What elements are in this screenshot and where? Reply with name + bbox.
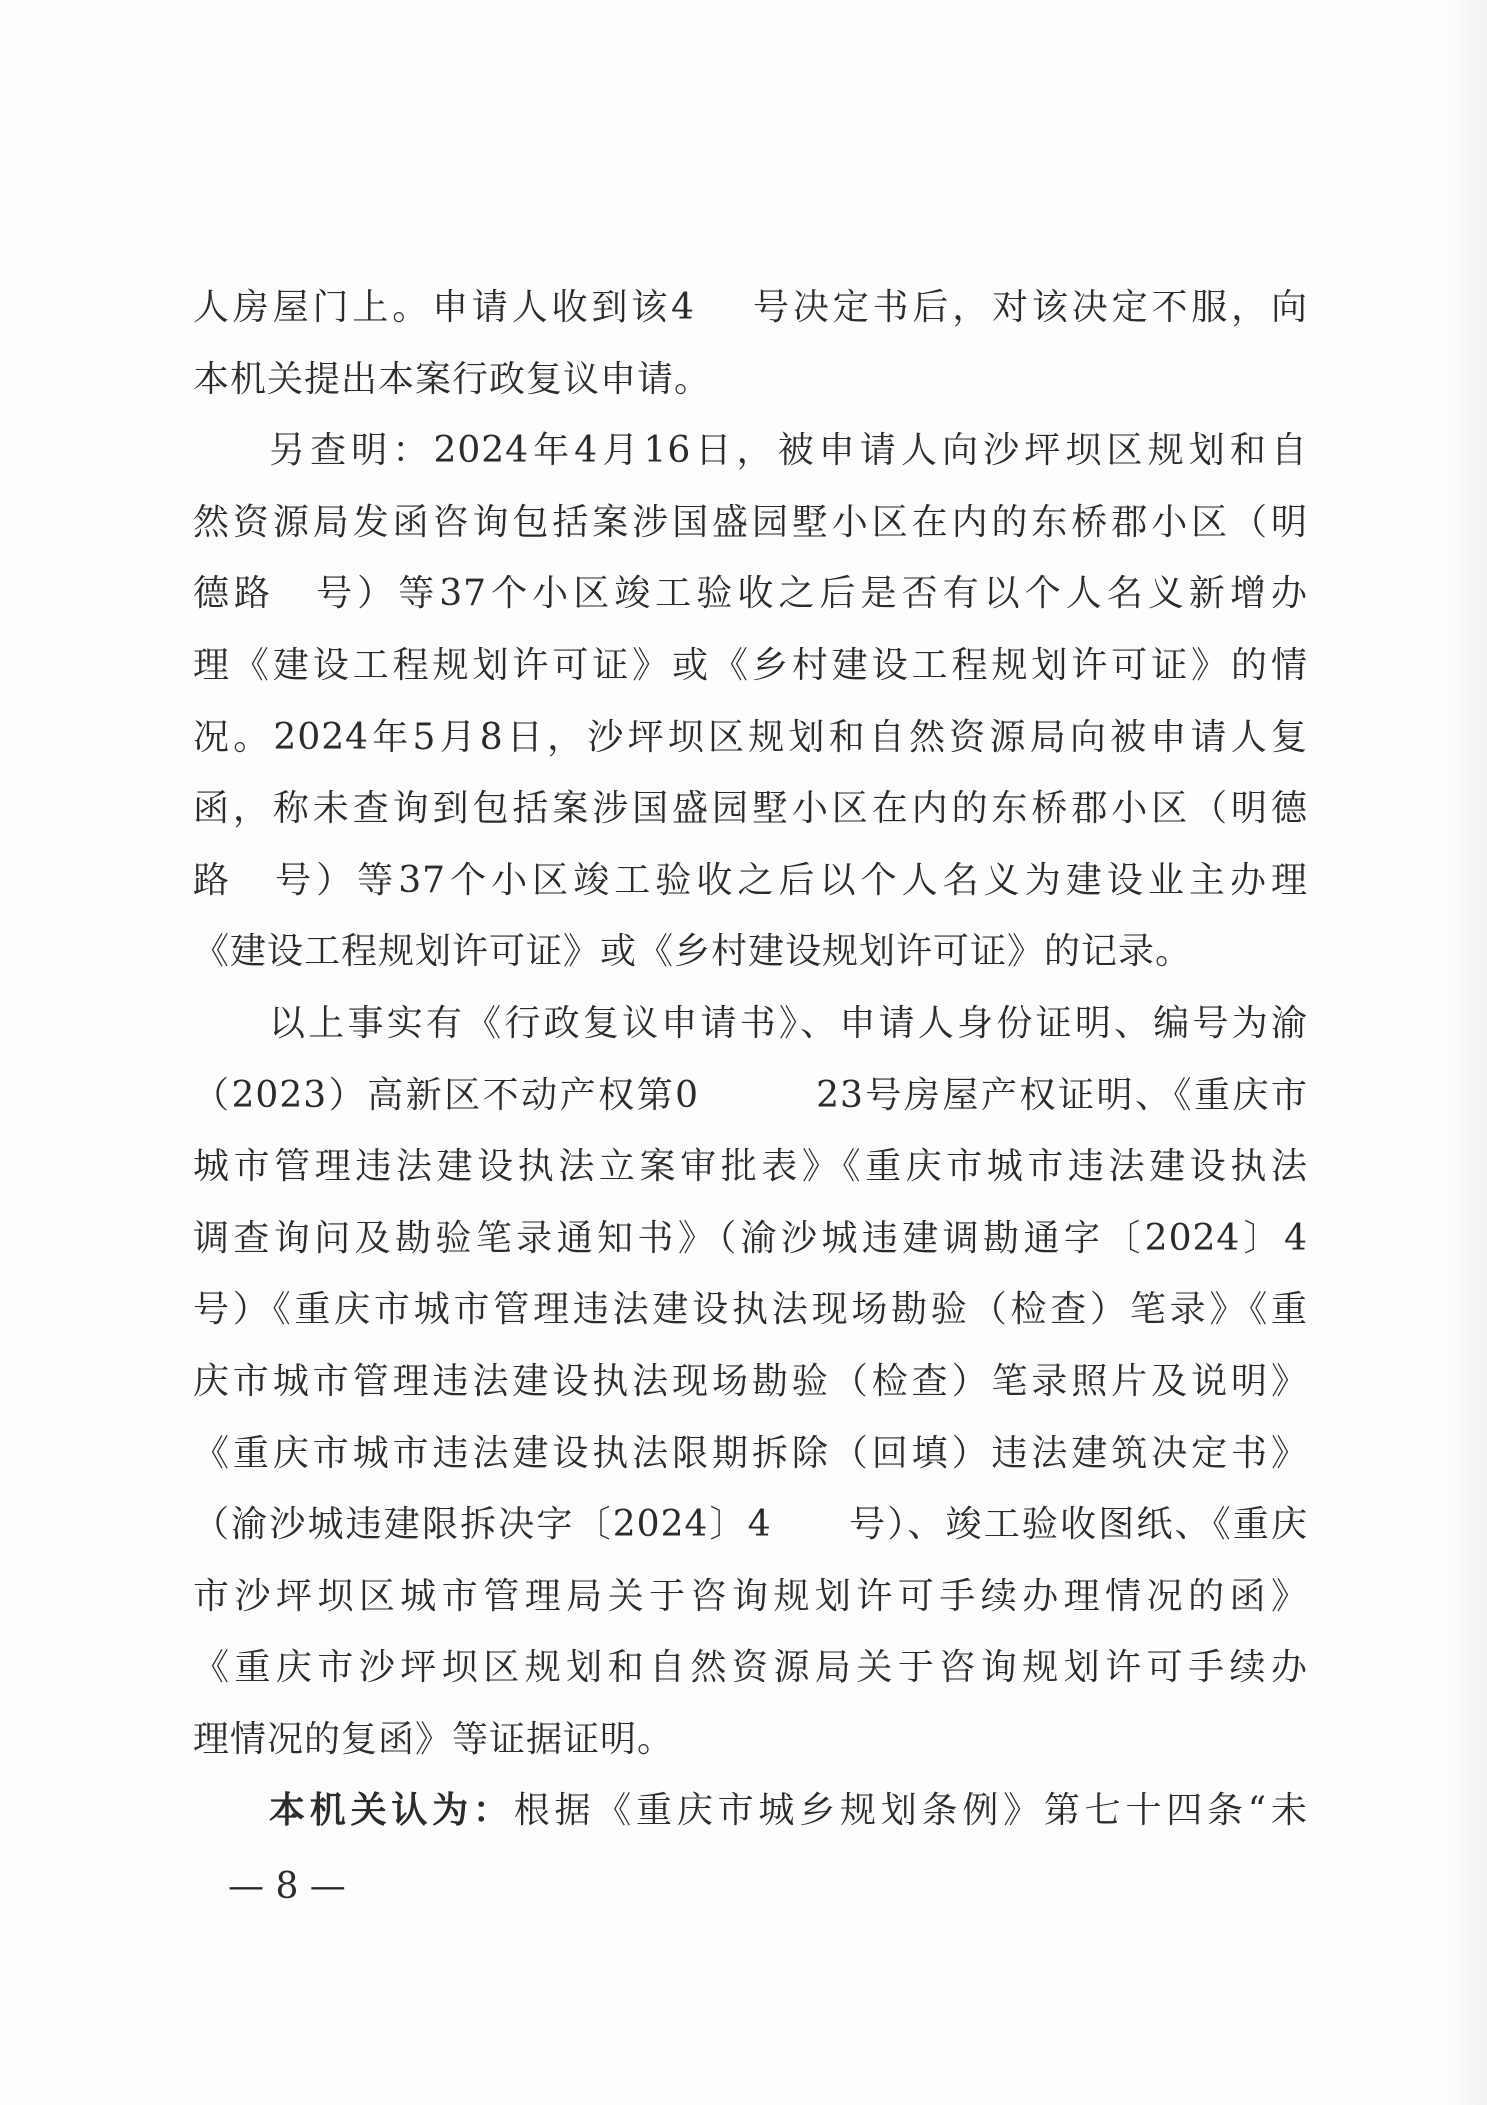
text-line: 况。2024年5月8日，沙坪坝区规划和自然资源局向被申请人复 <box>193 716 1308 758</box>
text-line: 《建设工程规划许可证》或《乡村建设规划许可证》的记录。 <box>193 931 1193 973</box>
text-line: （2023）高新区不动产权第0 23号房屋产权证明、《重庆市 <box>193 1074 1308 1116</box>
text-line: 市沙坪坝区城市管理局关于咨询规划许可手续办理情况的函》 <box>193 1575 1308 1617</box>
text-line: （渝沙城违建限拆决字〔2024〕4 号）、竣工验收图纸、《重庆 <box>193 1504 1308 1546</box>
text-line: 城市管理违法建设执法立案审批表》《重庆市城市违法建设执法 <box>193 1146 1308 1188</box>
text-line: 然资源局发函咨询包括案涉国盛园墅小区在内的东桥郡小区（明 <box>193 501 1308 543</box>
text-line: 另查明：2024年4月16日，被申请人向沙坪坝区规划和自 <box>269 430 1308 472</box>
text-line: 路 号）等37个小区竣工验收之后以个人名义为建设业主办理 <box>193 859 1308 901</box>
text-line: 人房屋门上。申请人收到该4 号决定书后，对该决定不服，向 <box>193 287 1308 328</box>
scan-edge-shadow <box>1447 0 1487 2105</box>
text-line: 函，称未查询到包括案涉国盛园墅小区在内的东桥郡小区（明德 <box>193 788 1308 830</box>
text-line: 调查询问及勘验笔录通知书》（渝沙城违建调勘通字〔2024〕4 <box>193 1217 1308 1259</box>
conclusion-text: 根据《重庆市城乡规划条例》第七十四条“未 <box>513 1790 1308 1832</box>
text-line: 庆市城市管理违法建设执法现场勘验（检查）笔录照片及说明》 <box>193 1360 1308 1402</box>
text-line: 本机关提出本案行政复议申请。 <box>193 358 712 400</box>
text-line: 理情况的复函》等证据证明。 <box>193 1718 675 1760</box>
text-line: 号）《重庆市城市管理违法建设执法现场勘验（检查）笔录》《重 <box>193 1289 1308 1331</box>
conclusion-line <box>193 1775 1308 1847</box>
text-line: 《重庆市城市违法建设执法限期拆除（回填）违法建筑决定书》 <box>193 1432 1308 1474</box>
document-body <box>193 272 1308 1847</box>
text-line: 《重庆市沙坪坝区规划和自然资源局关于咨询规划许可手续办 <box>193 1647 1308 1689</box>
page-number: — 8 — <box>228 1866 346 1907</box>
text-line: 理《建设工程规划许可证》或《乡村建设工程规划许可证》的情 <box>193 644 1308 686</box>
text-line: 以上事实有《行政复议申请书》、申请人身份证明、编号为渝 <box>269 1002 1308 1044</box>
conclusion-label: 本机关认为： <box>269 1790 514 1832</box>
text-line: 德路 号）等37个小区竣工验收之后是否有以个人名义新增办 <box>193 573 1308 615</box>
